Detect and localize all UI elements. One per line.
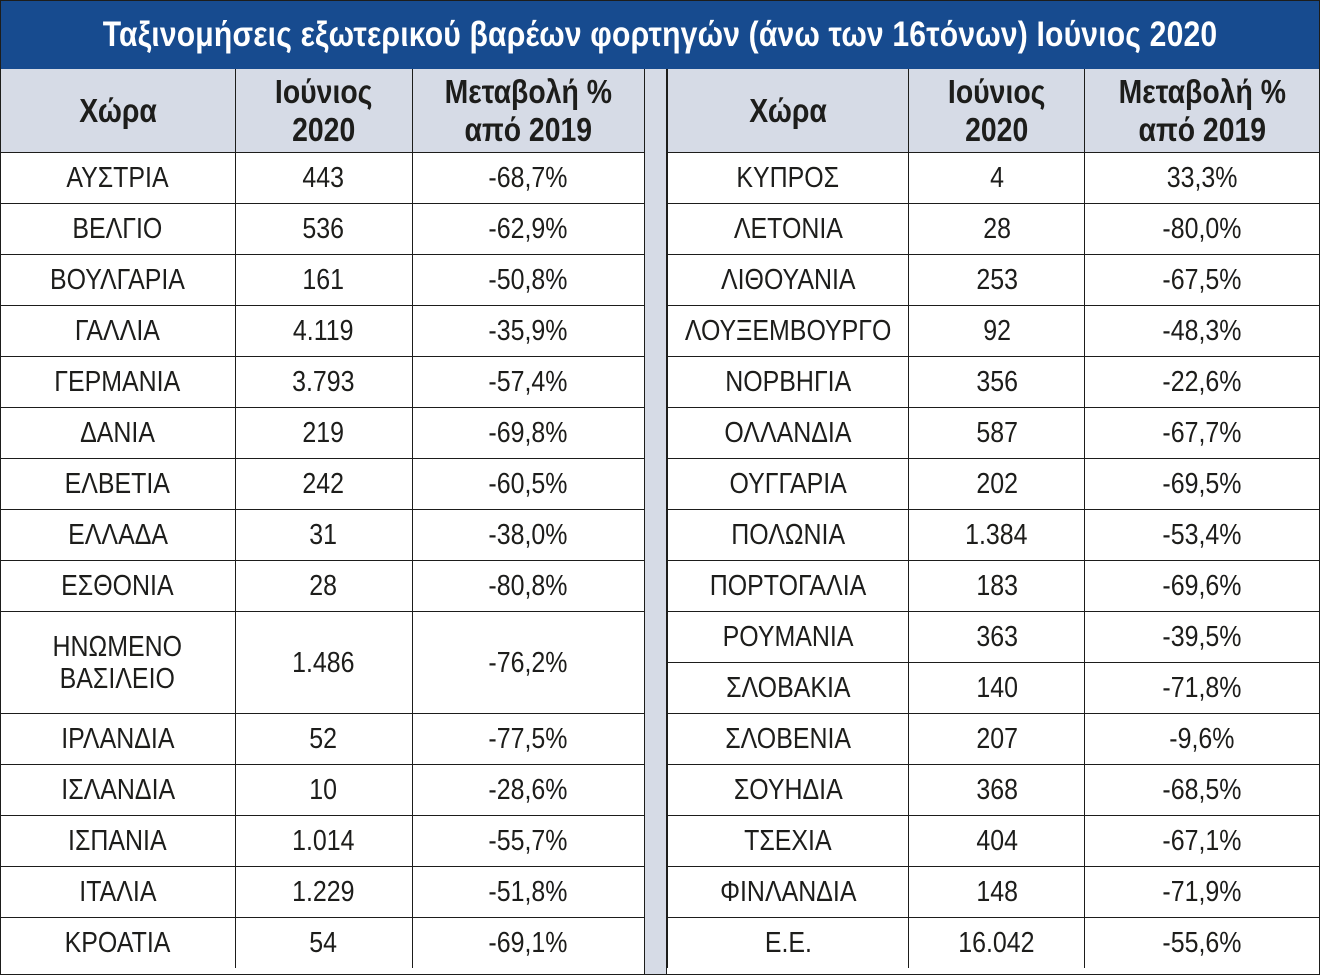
change-value-cell: -68,5% (1085, 765, 1319, 816)
right-table (667, 69, 1319, 968)
table-title-bar (1, 1, 1319, 69)
table-row (1, 816, 644, 867)
table-row (668, 612, 1320, 663)
june-value-cell: 10 (235, 765, 412, 816)
change-value-cell: -51,8% (412, 867, 644, 918)
country-cell: ΑΥΣΤΡΙΑ (1, 153, 235, 204)
june-value-cell: 52 (235, 714, 412, 765)
country-cell: ΕΛΒΕΤΙΑ (1, 459, 235, 510)
change-value-cell: -68,7% (412, 153, 644, 204)
june-value-cell: 368 (909, 765, 1085, 816)
country-cell: ΕΣΘΟΝΙΑ (1, 561, 235, 612)
country-cell: ΚΡΟΑΤΙΑ (1, 918, 235, 969)
june-value-cell: 54 (235, 918, 412, 969)
change-value-cell: -22,6% (1085, 357, 1319, 408)
table-row (668, 663, 1320, 714)
table-row (1, 867, 644, 918)
country-cell: ΕΛΛΑΔΑ (1, 510, 235, 561)
june-value-cell: 161 (235, 255, 412, 306)
june-value-cell: 1.014 (235, 816, 412, 867)
change-value-cell: -76,2% (412, 612, 644, 714)
change-value-cell: -9,6% (1085, 714, 1319, 765)
change-value-cell: -28,6% (412, 765, 644, 816)
june-value-cell: 242 (235, 459, 412, 510)
change-value-cell: -67,7% (1085, 408, 1319, 459)
table-title: Ταξινομήσεις εξωτερικού βαρέων φορτηγών (άνω των 16τόνων) Ιούνιος 2020 (102, 15, 1218, 54)
table-row (668, 510, 1320, 561)
table-row (1, 204, 644, 255)
country-cell: ΛΟΥΞΕΜΒΟΥΡΓΟ (668, 306, 909, 357)
table-row (1, 408, 644, 459)
country-cell: ΒΟΥΛΓΑΡΙΑ (1, 255, 235, 306)
change-value-cell: -69,6% (1085, 561, 1319, 612)
country-cell: ΙΡΛΑΝΔΙΑ (1, 714, 235, 765)
june-value-cell: 1.229 (235, 867, 412, 918)
table-row-total (668, 918, 1320, 969)
country-cell: ΣΟΥΗΔΙΑ (668, 765, 909, 816)
right-header-row (668, 69, 1320, 153)
country-cell: ΒΕΛΓΙΟ (1, 204, 235, 255)
header-country: Χώρα (1, 69, 235, 153)
june-value-cell: 356 (909, 357, 1085, 408)
country-cell: ΛΕΤΟΝΙΑ (668, 204, 909, 255)
change-value-cell: -71,9% (1085, 867, 1319, 918)
table-row (1, 459, 644, 510)
column-gutter (644, 69, 667, 974)
table-row (668, 561, 1320, 612)
change-value-cell: -80,8% (412, 561, 644, 612)
header-country: Χώρα (668, 69, 909, 153)
country-cell: ΓΑΛΛΙΑ (1, 306, 235, 357)
june-value-cell: 443 (235, 153, 412, 204)
table-row (668, 867, 1320, 918)
change-value-cell: -35,9% (412, 306, 644, 357)
change-value-cell: -38,0% (412, 510, 644, 561)
table-row (668, 714, 1320, 765)
table-row (1, 714, 644, 765)
table-row (1, 357, 644, 408)
country-cell: ΔΑΝΙΑ (1, 408, 235, 459)
june-value-cell: 202 (909, 459, 1085, 510)
country-cell: ΛΙΘΟΥΑΝΙΑ (668, 255, 909, 306)
change-value-cell: -67,5% (1085, 255, 1319, 306)
june-value-cell: 4 (909, 153, 1085, 204)
country-cell: ΚΥΠΡΟΣ (668, 153, 909, 204)
table-row (668, 357, 1320, 408)
table-row (668, 408, 1320, 459)
june-value-cell: 1.486 (235, 612, 412, 714)
country-cell: ΣΛΟΒΑΚΙΑ (668, 663, 909, 714)
change-value-cell: -39,5% (1085, 612, 1319, 663)
country-cell: ΗΝΩΜΕΝΟ ΒΑΣΙΛΕΙΟ (1, 612, 235, 714)
june-value-cell: 207 (909, 714, 1085, 765)
change-value-cell: -57,4% (412, 357, 644, 408)
country-cell: ΟΥΓΓΑΡΙΑ (668, 459, 909, 510)
june-value-cell: 253 (909, 255, 1085, 306)
table-row (668, 765, 1320, 816)
header-june-2020: Ιούνιος 2020 (909, 69, 1085, 153)
june-value-cell: 16.042 (909, 918, 1085, 969)
june-value-cell: 92 (909, 306, 1085, 357)
table-row (1, 306, 644, 357)
country-cell: ΟΛΛΑΝΔΙΑ (668, 408, 909, 459)
change-value-cell: -80,0% (1085, 204, 1319, 255)
table-row (1, 918, 644, 969)
june-value-cell: 148 (909, 867, 1085, 918)
left-header-row (1, 69, 644, 153)
june-value-cell: 3.793 (235, 357, 412, 408)
change-value-cell: -69,8% (412, 408, 644, 459)
table-row (1, 612, 644, 714)
change-value-cell: -67,1% (1085, 816, 1319, 867)
change-value-cell: -50,8% (412, 255, 644, 306)
june-value-cell: 183 (909, 561, 1085, 612)
country-cell: ΡΟΥΜΑΝΙΑ (668, 612, 909, 663)
change-value-cell: -60,5% (412, 459, 644, 510)
june-value-cell: 219 (235, 408, 412, 459)
country-cell: Ε.Ε. (668, 918, 909, 969)
table-row (668, 153, 1320, 204)
change-value-cell: -69,5% (1085, 459, 1319, 510)
change-value-cell: -55,6% (1085, 918, 1319, 969)
change-value-cell: -53,4% (1085, 510, 1319, 561)
table-row (668, 459, 1320, 510)
june-value-cell: 31 (235, 510, 412, 561)
table-row (1, 153, 644, 204)
country-cell: ΙΣΠΑΝΙΑ (1, 816, 235, 867)
header-change-percent: Μεταβολή % από 2019 (1085, 69, 1319, 153)
change-value-cell: -62,9% (412, 204, 644, 255)
country-cell: ΠΟΡΤΟΓΑΛΙΑ (668, 561, 909, 612)
june-value-cell: 28 (909, 204, 1085, 255)
country-cell: ΝΟΡΒΗΓΙΑ (668, 357, 909, 408)
june-value-cell: 1.384 (909, 510, 1085, 561)
country-cell: ΣΛΟΒΕΝΙΑ (668, 714, 909, 765)
table-row (1, 255, 644, 306)
table-row (1, 765, 644, 816)
left-table (1, 69, 645, 968)
change-value-cell: -71,8% (1085, 663, 1319, 714)
table-row (1, 561, 644, 612)
change-value-cell: -77,5% (412, 714, 644, 765)
table-row (668, 306, 1320, 357)
change-value-cell: 33,3% (1085, 153, 1319, 204)
country-cell: ΙΤΑΛΙΑ (1, 867, 235, 918)
country-cell: ΓΕΡΜΑΝΙΑ (1, 357, 235, 408)
change-value-cell: -69,1% (412, 918, 644, 969)
country-cell: ΙΣΛΑΝΔΙΑ (1, 765, 235, 816)
country-cell: ΤΣΕΧΙΑ (668, 816, 909, 867)
june-value-cell: 536 (235, 204, 412, 255)
country-cell: ΠΟΛΩΝΙΑ (668, 510, 909, 561)
change-value-cell: -55,7% (412, 816, 644, 867)
june-value-cell: 587 (909, 408, 1085, 459)
june-value-cell: 363 (909, 612, 1085, 663)
table-row (668, 204, 1320, 255)
june-value-cell: 140 (909, 663, 1085, 714)
header-june-2020: Ιούνιος 2020 (235, 69, 412, 153)
country-cell: ΦΙΝΛΑΝΔΙΑ (668, 867, 909, 918)
table-row (1, 510, 644, 561)
june-value-cell: 404 (909, 816, 1085, 867)
june-value-cell: 4.119 (235, 306, 412, 357)
header-change-percent: Μεταβολή % από 2019 (412, 69, 644, 153)
change-value-cell: -48,3% (1085, 306, 1319, 357)
table-row (668, 816, 1320, 867)
june-value-cell: 28 (235, 561, 412, 612)
table-row (668, 255, 1320, 306)
